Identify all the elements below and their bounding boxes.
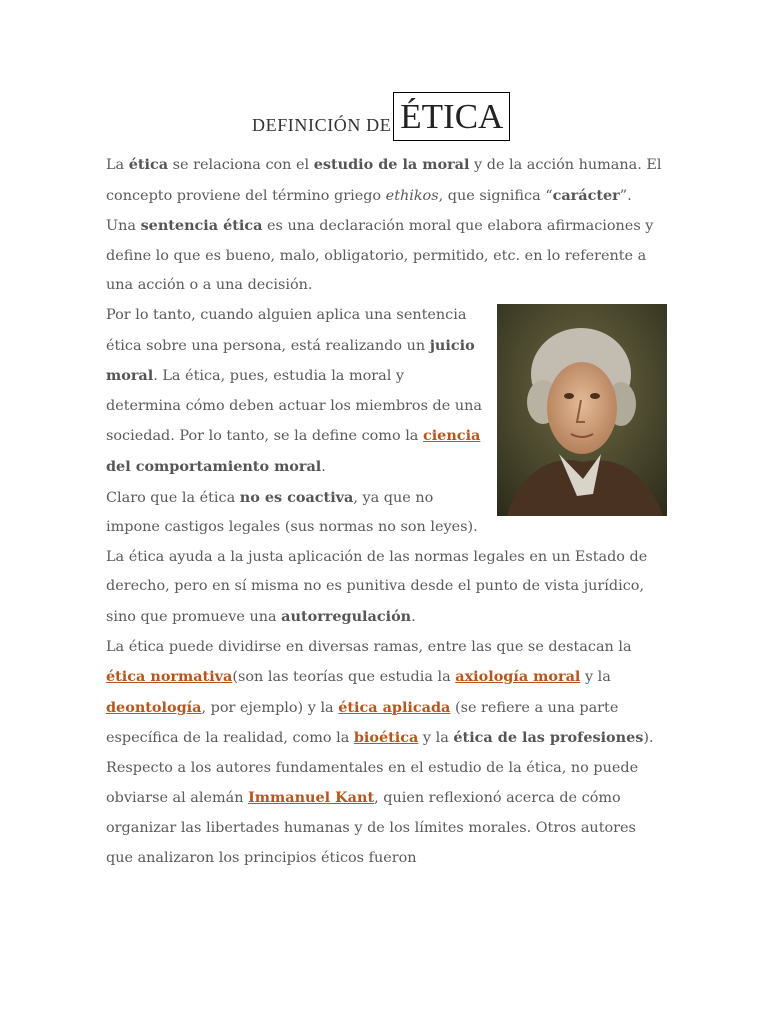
- text: se relaciona con el: [168, 157, 314, 173]
- text: .: [321, 458, 326, 475]
- link-deontologia[interactable]: deontología: [106, 698, 202, 716]
- bold-term: estudio de la moral: [313, 156, 470, 173]
- bold-term: sentencia ética: [140, 217, 263, 235]
- link-bioetica[interactable]: bioética: [353, 729, 419, 747]
- text: .: [411, 608, 416, 625]
- title-word-box: ÉTICA: [393, 92, 510, 141]
- bold-term: no es coactiva: [239, 488, 354, 506]
- kant-portrait-image: [497, 304, 667, 516]
- bold-term: juicio moral: [106, 336, 475, 385]
- link-ciencia[interactable]: ciencia: [422, 427, 481, 445]
- text: y la: [418, 730, 454, 747]
- link-etica-normativa[interactable]: ética normativa: [106, 668, 233, 686]
- text: , que significa “: [438, 187, 553, 204]
- text: La ética puede dividirse en diversas ramas, entre las que se destacan la: [106, 638, 632, 655]
- text: y la: [580, 669, 611, 686]
- text: ”.: [619, 187, 632, 204]
- text: es una declaración moral que elabora afirmaciones y define lo que es bueno, malo, obligatorio, permitido, etc. en lo referente a una acción o a una decisión.: [106, 218, 654, 294]
- paragraph-ramas: [106, 633, 666, 754]
- bold-term: ética: [128, 156, 169, 173]
- body-text: [106, 150, 666, 873]
- link-immanuel-kant[interactable]: Immanuel Kant: [248, 789, 375, 807]
- text: (se refiere a una parte específica de la realidad, como la: [106, 699, 619, 747]
- text: Por lo tanto, cuando alguien aplica una sentencia ética sobre una persona, está realizando un: [106, 306, 467, 354]
- link-etica-aplicada[interactable]: ética aplicada: [338, 698, 451, 716]
- bold-term: ética de las profesiones: [453, 729, 644, 747]
- text: La: [106, 157, 129, 173]
- italic-term: ethikos: [385, 187, 439, 204]
- title-prefix: DEFINICIÓN DE: [252, 115, 392, 135]
- text: (son las teorías que estudia la: [232, 669, 456, 686]
- paragraph-sentencia: [106, 211, 666, 301]
- document-title: [252, 92, 510, 141]
- text: ).: [643, 730, 654, 747]
- text: , por ejemplo) y la: [201, 699, 339, 716]
- bold-term: carácter: [552, 186, 620, 204]
- text: . La ética, pues, estudia la moral y determina cómo deben actuar los miembros de una sociedad. Por lo tanto, se la define como la: [106, 368, 482, 445]
- text: Respecto a los autores fundamentales en el estudio de la ética, no puede obviarse al alemán: [106, 759, 639, 807]
- text: , ya que no impone castigos legales (sus normas no son leyes). La ética ayuda a la justa aplicación de las normas legales en un Estado de derecho, pero en sí misma no es punitiva desde el punto de vista jurídico, sino que promueve una: [106, 489, 648, 625]
- text: y de la acción humana. El concepto proviene del término griego: [106, 157, 662, 204]
- paragraph-definition: [106, 150, 666, 211]
- bold-term: autorregulación: [281, 607, 412, 625]
- text: , quien reflexionó acerca de cómo organizar las libertades humanas y de los límites morales. Otros autores que analizaron los principios éticos fueron: [106, 790, 636, 866]
- text: Claro que la ética: [106, 489, 240, 506]
- bold-term: del comportamiento moral: [106, 457, 322, 475]
- paragraph-autores: [106, 754, 666, 873]
- link-axiologia-moral[interactable]: axiología moral: [455, 668, 581, 686]
- text: Una: [106, 218, 141, 235]
